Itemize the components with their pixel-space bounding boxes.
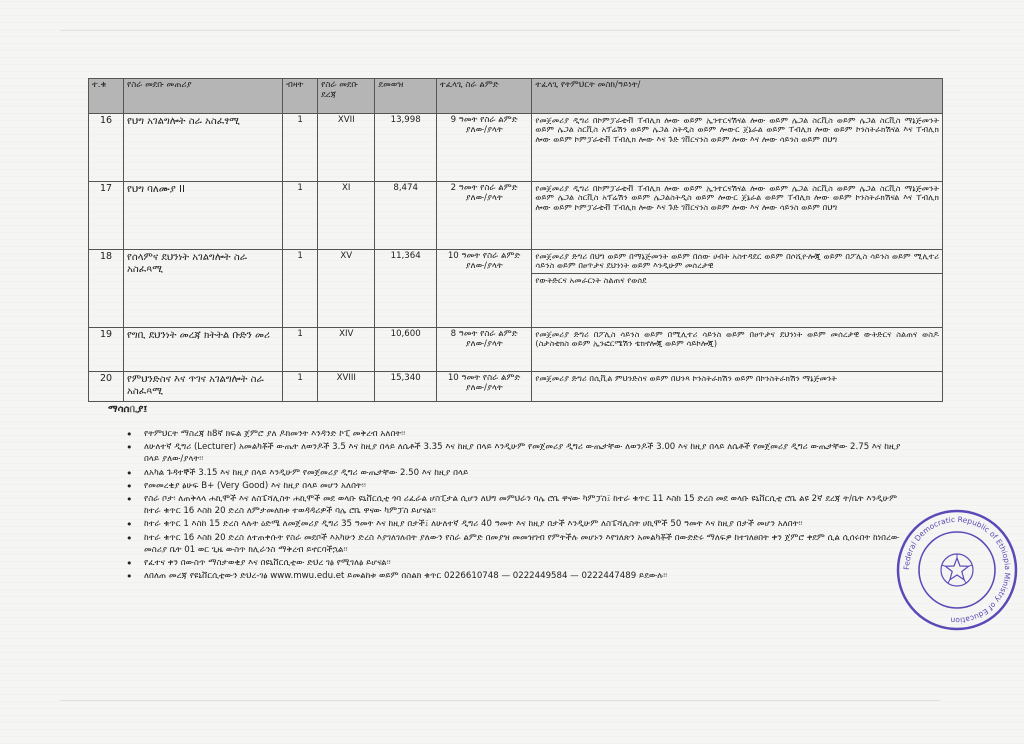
row-qty: 1 [283, 372, 318, 402]
job-vacancy-table [88, 78, 943, 402]
table-row [89, 114, 943, 182]
table-row [89, 328, 943, 372]
row-level: XV [318, 250, 375, 328]
seal-text-path: Federal Democratic Republic of Ethiopia Ministry of Education [901, 514, 1013, 626]
row-qty: 1 [283, 182, 318, 250]
notes-title: ማሳሰቢያ፤ [108, 404, 148, 415]
row-qty: 1 [283, 328, 318, 372]
note-item: • ለበለጠ መረጃ የዩኒቨርሲቲውን ድህረ-ገፅ www.mwu.edu.et ይመልከቱ ወይም በስልክ ቁጥር 0226610748 — 0222449584 — 0222447489 ይደውሉ፡፡ [126, 570, 916, 582]
official-seal-stamp [895, 508, 1019, 632]
row-no: 19 [89, 328, 124, 372]
row-education-main: የመጀመሪያ ድግሪ በህግ ወይም በማኔጅመንት ወይም በሰው ሀብት አስተዳደር ወይም በሶሺዮሎጂ ወይም በፖሊስ ሳይንስ ወይም ሚሊተሪ ሳይንስ ወይም በፀጥታና ደህንነት ወይም እንዲሁም መሰረታዊ [535, 251, 939, 271]
row-title: የህግ አገልግሎት ስራ አስፈፃሚ [124, 114, 283, 182]
row-level: XVIII [318, 372, 375, 402]
row-experience: 9 ዓመት የስራ ልምድ ያለው/ያላት [436, 114, 531, 182]
row-title: የህግ ባለሙያ II [124, 182, 283, 250]
header-level: የስራ መደቡ ደረጃ [318, 79, 375, 114]
scan-artifact-line [60, 30, 960, 31]
row-experience: 8 ዓመት የስራ ልምድ ያለው/ያላት [436, 328, 531, 372]
row-level: XIV [318, 328, 375, 372]
note-item: • ለሁለተኛ ዲግሪ (Lecturer) አመልካቾች ውጤት ለወንዶች 3.5 እና ከዚያ በላይ ለሴቶች 3.35 እና ከዚያ በላይ እንዲሁም የመጀመሪያ ዲግሪ ውጤታቸው ለወንዶች 3.00 እና ከዚያ በላይ ለሴቶች የመጀመሪያ ዲግሪ ውጤታቸው 2.75 እና ከዚያ በላይ ያለው/ያላት፡፡ [126, 441, 916, 465]
row-no: 20 [89, 372, 124, 402]
note-item: • የመመረቂያ ፅሁፍ B+ (Very Good) እና ከዚያ በላይ መሆን አለበት፡፡ [126, 480, 916, 492]
table-row [89, 250, 943, 328]
row-salary: 13,998 [375, 114, 437, 182]
row-education [532, 250, 943, 328]
row-level: XI [318, 182, 375, 250]
row-salary: 15,340 [375, 372, 437, 402]
header-qty: ብዛት [283, 79, 318, 114]
row-education-extra: የውትድርና አመራርነት ስልጠና የወሰደ [532, 273, 942, 285]
row-experience: 10 ዓመት የስራ ልምድ ያለው/ያላት [436, 372, 531, 402]
header-title: የስራ መደቡ መጠሪያ [124, 79, 283, 114]
row-title: የምህንድስና እና ጥገና አገልግሎት ስራ አስፈጻሚ [124, 372, 283, 402]
row-education: የመጀመሪያ ድግሪ በፖሊስ ሳይንስ ወይም በሚሊተሪ ሳይንስ ወይም በፀጥታና ደህንነት ወይም መሰረታዊ ውትድርና ስልጠና ወስዶ (ስታስቲክስ ወይም ኢንፎርሜሽን ቴክኖሎጂ ወይም ሳይኮሎጂ) [532, 328, 943, 372]
table-header-row [89, 79, 943, 114]
header-salary: ደመወዝ [375, 79, 437, 114]
note-item: • የፈተና ቀን በውስጥ ማስታወቂያ እና በዩኒቨርሲቲው ድህረ ገፅ የሚገለፅ ይሆናል፡፡ [126, 557, 916, 569]
row-no: 18 [89, 250, 124, 328]
row-salary: 8,474 [375, 182, 437, 250]
note-item: • የትምህርት ማስረጃ ከ8ኛ ክፍል ጀምሮ ያለ ዶክመንት እንዳንድ ኮፒ መቅረብ አለበት፡፡ [126, 428, 916, 440]
seal-outer-ring [898, 511, 1016, 629]
table-row [89, 182, 943, 250]
table-row [89, 372, 943, 402]
row-education: የመጀመሪያ ዲግሪ በኮምፓራቲቭ ፐብሊክ ሎው ወይም ኢንተርናሽናል ሎው ወይም ሌጋል ስርቪስ ወይም ሌጋል ስርቪስ ማኔጅመንት ወይም ሌጋል ስርቪስ አፕሬሽን ወይም ሌጋልስትዲስ ወይም ሎውር ጀኔራል ወይም ፐብሊክ ሎው ወይም ኮንስትራክሽናል እና ፐብሊክ ሎው ወይም ኮምፓራቲቭ ፐብሊክ ሎው እና ጉድ ገቨርናንስ ወይም ሎው እና ሎው ሳይንስ ወይም በህግ [532, 182, 943, 250]
row-experience: 10 ዓመት የስራ ልምድ ያለው/ያላት [436, 250, 531, 328]
scan-artifact-line [60, 700, 940, 701]
note-item: • የስራ ቦታ፡ ለጠቅላላ ሐኪሞች እና ለስፔሻሊስት ሐኪሞች መደ ወላቡ ዩኒቨርሲቲ ጎባ ሪፈራል ሆስፒታል ሲሆን ለህግ መምህራን ባሌ ሮቤ ዋናው ካምፓስ፤ ከተራ ቁጥር 11 እስከ 15 ድረስ መደ ወላቡ ዩኒቨርሲቲ ሮቤ ልዩ 2ኛ ደረጃ ት/ቤት እንዲሁም ከተራ ቁጥር 16 እስከ 20 ድረስ ለምታመለክቱ ተወዳዳሪዎች ባሌ ሮቤ ዋናው ካምፓስ ይሆናል፡፡ [126, 493, 916, 517]
row-no: 16 [89, 114, 124, 182]
row-salary: 10,600 [375, 328, 437, 372]
row-title: የሰላምና ደህንነት አገልግሎት ስራ አስፈጻሚ [124, 250, 283, 328]
row-salary: 11,364 [375, 250, 437, 328]
row-education: የመጀመሪያ ዲግሪ በኮምፓራቲቭ ፐብሊክ ሎው ወይም ኢንተርናሽናል ሎው ወይም ሌጋል ስርቪስ ወይም ሌጋል ስርቪስ ማኔጅመንት ወይም ሌጋል ስርቪስ አፕሬሽን ወይም ሌጋል ስትዲስ ወይም ሎውር ጀኔራል ወይም ፐብሊክ ሎው ወይም ኮንስትራክሽናል እና ፐብሊክ ሎው ወይም ኮምፓራቲቭ ፐብሊክ ሎው እና ጉድ ገቨርናንስ ወይም ሎው እና ሎው ሳይንስ ወይም በህግ [532, 114, 943, 182]
note-item: • ከተራ ቁጥር 16 እስከ 20 ድረስ ለተጠቀሱት የስራ መደቦች እአካሁን ድረስ እያገለገሉበት ያለውን የስራ ልምድ በመያዝ መመዝገብ የምትችሉ መሆኑን እየገለጽን አመልካቾች በውድድሩ ማለፍዎ ከተገለፀበት ቀን ጀምሮ ቀደም ሲል ሲሰሩበት ከነበረው መስሪያ ቤት 01 ወር ጊዜ ውስጥ ክሊራንስ ማቅረብ ይኖርባችኋል፡፡ [126, 532, 916, 556]
header-no: ተ.ቁ [89, 79, 124, 114]
row-title: የግቢ ደህንነት መረጃ ክትትል ቡድን መሪ [124, 328, 283, 372]
row-experience: 2 ዓመት የስራ ልምድ ያለው/ያላት [436, 182, 531, 250]
row-qty: 1 [283, 250, 318, 328]
seal-emblem-icon [941, 554, 973, 586]
row-qty: 1 [283, 114, 318, 182]
row-level: XVII [318, 114, 375, 182]
note-item: • ከተራ ቁጥር 1 እስከ 15 ድረስ ላሉት ዕድሜ ለመጀመሪያ ዲግሪ 35 ዓመት እና ከዚያ በታች፤ ለሁለተኛ ዲግሪ 40 ዓመት እና ከዚያ በታች እንዲሁም ለስፔሻሊስት ሀኪሞች 50 ዓመት እና ከዚያ በታች መሆን አለበት፡፡ [126, 518, 916, 530]
notes-list [126, 428, 916, 583]
note-item: • ለአካል ጉዳተኞች 3.15 እና ከዚያ በላይ እንዲሁም የመጀመሪያ ዲግሪ ውጤታቸው 2.50 እና ከዚያ በላይ [126, 467, 916, 479]
seal-inner-ring [919, 532, 995, 608]
header-education: ተፈላጊ የትምህርት መስክ/ዓይነት/ [532, 79, 943, 114]
row-education: የመጀመሪያ ድግሪ በሲቪል ምህንድስና ወይም በህንጻ ኮንስትራክሽን ወይም በኮንስትራክሽን ማኔጅመንት [532, 372, 943, 402]
header-experience: ተፈላጊ ስራ ልምድ [436, 79, 531, 114]
row-no: 17 [89, 182, 124, 250]
